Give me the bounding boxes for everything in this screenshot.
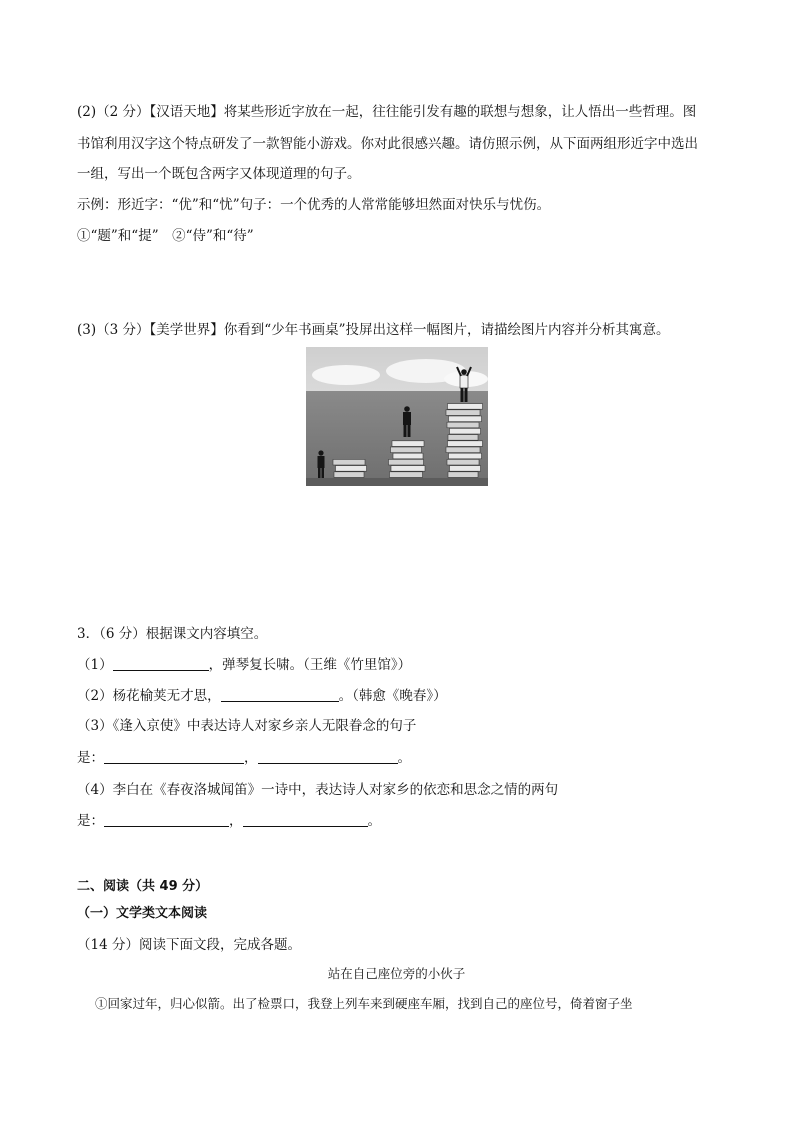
- book: [389, 459, 424, 465]
- q3-item3-blank-1[interactable]: [104, 749, 244, 764]
- q3-item3-period: 。: [397, 750, 411, 766]
- q3-item3-blank-2[interactable]: [258, 749, 398, 764]
- q3-item2: [77, 687, 447, 705]
- book: [449, 416, 482, 422]
- q3-item3-line1: （3）《逢入京使》中表达诗人对家乡亲人无限眷念的句子: [77, 718, 417, 734]
- book: [446, 410, 480, 416]
- book: [392, 441, 424, 447]
- q3-item3-prefix: 是：: [77, 750, 104, 766]
- section-2-instruction: （14 分）阅读下面文段，完成各题。: [77, 937, 301, 953]
- q3-item4-line1: （4）李白在《春夜洛城闻笛》一诗中，表达诗人对家乡的依恋和思念之情的两句: [77, 782, 559, 798]
- q3-item2-text-after: 。（韩愈《晚春》）: [338, 688, 447, 704]
- book: [450, 466, 481, 472]
- q3-item4-blank-2[interactable]: [243, 812, 368, 827]
- book: [450, 428, 481, 434]
- cloud: [312, 365, 380, 385]
- q3-item4-comma: ，: [229, 813, 243, 829]
- q3-item4-blank-1[interactable]: [104, 812, 229, 827]
- book: [334, 472, 364, 478]
- section-2-title: 二、阅读（共 49 分）: [77, 879, 209, 894]
- q3-item1-number: （1）: [77, 657, 113, 673]
- book: [448, 404, 483, 410]
- q3-item3-line2: [77, 749, 411, 767]
- q3-item4-line2: [77, 812, 381, 830]
- book: [448, 441, 483, 447]
- section-2-subtitle: （一）文学类文本阅读: [77, 906, 208, 921]
- book: [391, 447, 422, 453]
- story-title: 站在自己座位旁的小伙子: [327, 966, 466, 981]
- book: [448, 435, 478, 441]
- q2-2-options: ①“题”和“提” ②“侍”和“待”: [77, 228, 254, 244]
- ground: [306, 478, 488, 486]
- book: [448, 472, 478, 478]
- book: [336, 466, 367, 472]
- book: [449, 453, 482, 459]
- q3-item1-blank[interactable]: [113, 656, 209, 671]
- q3-item1-text: ，弹琴复长啸。（王维《竹里馆》）: [208, 657, 412, 673]
- book: [447, 459, 479, 465]
- q2-3-line1: (3)（3 分）【美学世界】你看到“少年书画桌”投屏出这样一幅图片，请描绘图片内容并分析其寓意。: [77, 322, 670, 338]
- q3-item2-blank[interactable]: [221, 687, 339, 702]
- book: [390, 472, 423, 478]
- book: [391, 466, 425, 472]
- q2-2-line2: 书馆利用汉字这个特点研发了一款智能小游戏。你对此很感兴趣。请仿照示例，从下面两组形近字中选出: [77, 136, 698, 152]
- book: [333, 459, 365, 465]
- story-paragraph-1: ①回家过年，归心似箭。出了检票口，我登上列车来到硬座车厢，找到自己的座位号，倚着窗子坐: [95, 996, 633, 1011]
- people-on-book-stacks-photo: [306, 347, 488, 486]
- q3-item4-period: 。: [367, 813, 381, 829]
- q2-2-line3: 一组，写出一个既包含两字又体现道理的句子。: [77, 166, 361, 182]
- q2-2-example: 示例：形近字：“优”和“忧”句子：一个优秀的人常常能够坦然面对快乐与忧伤。: [77, 197, 551, 213]
- q2-2-line1: (2)（2 分）【汉语天地】将某些形近字放在一起，往往能引发有趣的联想与想象，让人悟出一些哲理。图: [77, 104, 697, 120]
- q3-item4-prefix: 是：: [77, 813, 104, 829]
- q3-title: 3．（6 分）根据课文内容填空。: [77, 626, 268, 642]
- q3-item3-comma: ，: [244, 750, 258, 766]
- book: [446, 447, 480, 453]
- q3-item2-text-before: （2）杨花榆荚无才思，: [77, 688, 221, 704]
- q3-item1: [77, 656, 411, 674]
- book: [447, 422, 479, 428]
- book: [393, 453, 423, 459]
